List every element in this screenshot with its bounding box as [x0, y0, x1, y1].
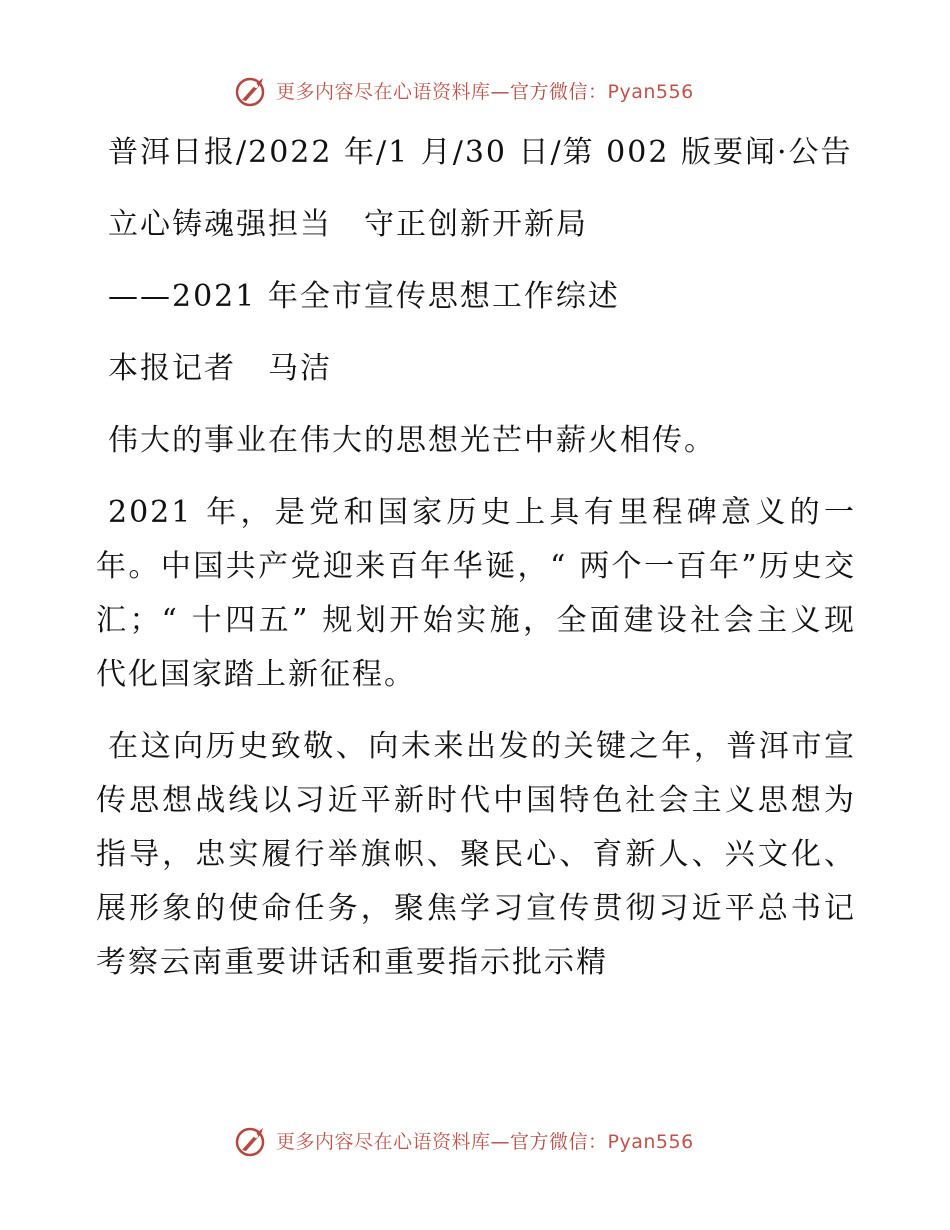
watermark-separator: —	[490, 1130, 511, 1153]
paragraph: 2021 年，是党和国家历史上具有里程碑意义的一年。中国共产党迎来百年华诞，“ 两个一百年”历史交汇；“ 十四五” 规划开始实施，全面建设社会主义现代化国家踏上新征程。	[96, 495, 856, 692]
watermark-label: 官方微信：	[510, 80, 608, 103]
header-watermark	[232, 70, 694, 110]
watermark-brand: 更多内容尽在心语资料库	[276, 80, 491, 103]
watermark-brand: 更多内容尽在心语资料库	[276, 1130, 491, 1153]
watermark-label: 官方微信：	[510, 1130, 608, 1153]
watermark-text	[276, 1127, 694, 1154]
watermark-account: Pyan556	[607, 1130, 694, 1153]
subheadline: ——2021 年全市宣传思想工作综述	[108, 279, 620, 314]
footer-watermark	[232, 1120, 694, 1160]
watermark-separator: —	[490, 80, 511, 103]
watermark-account: Pyan556	[607, 80, 694, 103]
paragraph: 伟大的事业在伟大的思想光芒中薪火相传。	[108, 423, 716, 458]
pen-nib-circle-icon	[232, 70, 272, 110]
byline: 本报记者 马洁	[108, 351, 332, 386]
source-line: 普洱日报/2022 年/1 月/30 日/第 002 版要闻·公告	[108, 135, 853, 170]
headline: 立心铸魂强担当 守正创新开新局	[108, 207, 588, 242]
paragraph: 在这向历史致敬、向未来出发的关键之年，普洱市宣传思想战线以习近平新时代中国特色社会主义思想为指导，忠实履行举旗帜、聚民心、育新人、兴文化、展形象的使命任务，聚焦学习宣传贯彻习近平总书记考察云南重要讲话和重要指示批示精	[96, 729, 856, 980]
watermark-text	[276, 77, 694, 104]
article-body	[96, 126, 856, 1008]
pen-nib-circle-icon	[232, 1120, 272, 1160]
